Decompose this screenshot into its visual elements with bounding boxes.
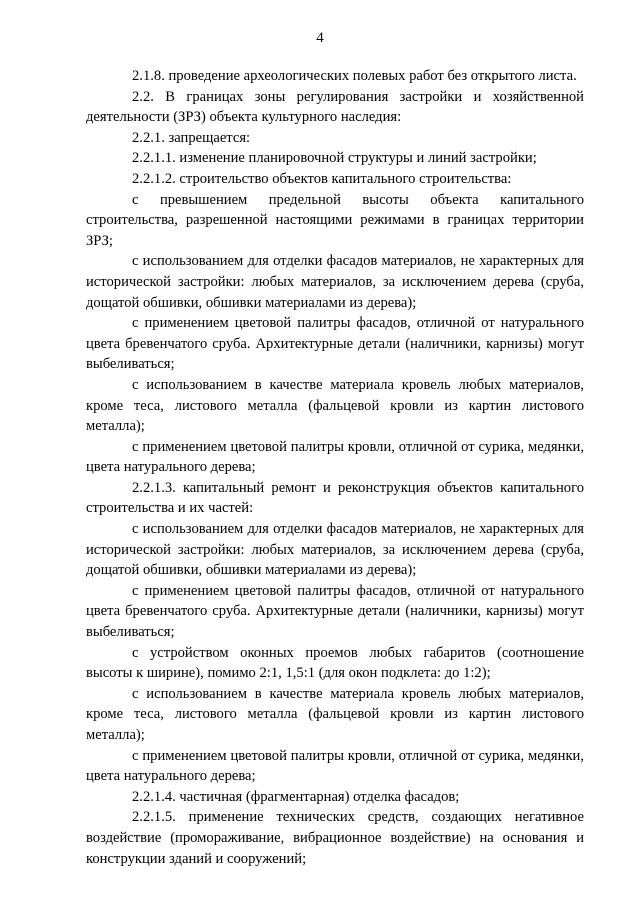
paragraph: с применением цветовой палитры кровли, отличной от сурика, медянки, цвета натурального дерева; [86, 747, 584, 785]
page-number: 4 [316, 30, 324, 46]
paragraph: с использованием для отделки фасадов материалов, не характерных для исторической застройки: любых материалов, за исключением дерева (сруба, дощатой обшивки, обшивки материалами из дерева); [86, 253, 584, 311]
paragraph: с применением цветовой палитры фасадов, отличной от натурального цвета бревенчатого сруба. Архитектурные детали (наличники, карнизы) могут выбеливаться; [86, 315, 584, 373]
paragraph: с применением цветовой палитры кровли, отличной от сурика, медянки, цвета натурального дерева; [86, 438, 584, 476]
paragraph: 2.2.1.1. изменение планировочной структуры и линий застройки; [132, 150, 537, 167]
paragraph: 2.2. В границах зоны регулирования застройки и хозяйственной деятельности (ЗРЗ) объекта культурного наследия: [86, 88, 584, 126]
paragraph: с устройством оконных проемов любых габаритов (соотношение высоты к ширине), помимо 2:1, 1,5:1 (для окон подклета: до 1:2); [86, 644, 584, 682]
paragraph: с использованием в качестве материала кровель любых материалов, кроме теса, листового металла (фальцевой кровли из картин листового металла); [86, 376, 584, 435]
paragraph: с применением цветовой палитры фасадов, отличной от натурального цвета бревенчатого сруба. Архитектурные детали (наличники, карнизы) могут выбеливаться; [86, 582, 584, 641]
paragraph: 2.2.1.5. применение технических средств, создающих негативное воздействие (промораживание, вибрационное воздействие) на основания и конструкции зданий и сооружений; [86, 809, 584, 867]
document-body [86, 66, 584, 869]
paragraph: с превышением предельной высоты объекта капитального строительства, разрешенной настоящими режимами в границах территории ЗРЗ; [86, 191, 584, 249]
paragraph: с использованием в качестве материала кровель любых материалов, кроме теса, листового металла (фальцевой кровли из картин листового металла); [86, 685, 584, 743]
paragraph: 2.1.8. проведение археологических полевых работ без открытого листа. [132, 68, 577, 84]
paragraph: 2.2.1.3. капитальный ремонт и реконструкция объектов капитального строительства и их частей: [86, 479, 584, 517]
paragraph: 2.2.1.4. частичная (фрагментарная) отделка фасадов; [132, 788, 460, 805]
paragraph: с использованием для отделки фасадов материалов, не характерных для исторической застройки: любых материалов, за исключением дерева (сруба, дощатой обшивки, обшивки материалами из дерева); [86, 521, 584, 579]
paragraph: 2.2.1.2. строительство объектов капитального строительства: [132, 170, 512, 187]
paragraph: 2.2.1. запрещается: [132, 129, 251, 146]
